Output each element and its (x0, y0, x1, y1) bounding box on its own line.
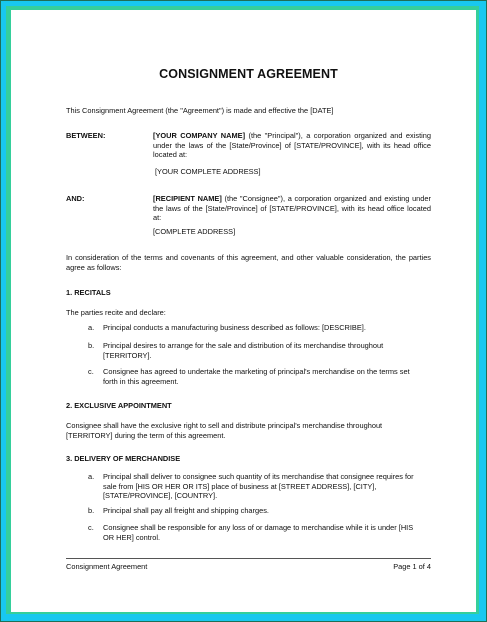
between-label: BETWEEN: (66, 131, 106, 140)
recitals-lead: The parties recite and declare: (66, 308, 166, 317)
consideration-paragraph: In consideration of the terms and covenants of this agreement, and other valuable consideration, the parties agree as follows: (66, 253, 431, 272)
list-item-text: Consignee shall be responsible for any loss of or damage to merchandise while it is under [HIS OR HER] control. (103, 523, 414, 542)
list-marker: b. (88, 341, 95, 350)
list-marker: c. (88, 523, 94, 532)
between-party-description: (the "Principal"), a corporation organized and existing under the laws of the [State/Province] of [STATE/PROVINCE], with its head office located at: (153, 131, 431, 159)
section-heading-delivery: 3. DELIVERY OF MERCHANDISE (66, 454, 181, 463)
list-marker: a. (88, 472, 95, 481)
and-label: AND: (66, 194, 85, 203)
footer-page-number: Page 1 of 4 (393, 562, 431, 571)
between-address: [YOUR COMPLETE ADDRESS] (155, 167, 261, 176)
and-party-description: (the "Consignee"), a corporation organized and existing under the laws of the [State/Province] of [STATE/PROVINCE], with its head office located at: (153, 194, 431, 222)
section-heading-exclusive-appointment: 2. EXCLUSIVE APPOINTMENT (66, 401, 172, 410)
section-heading-recitals: 1. RECITALS (66, 288, 111, 297)
list-item-text: Principal desires to arrange for the sale and distribution of its merchandise throughout [TERRITORY]. (103, 341, 384, 360)
and-party-paragraph (153, 194, 431, 223)
list-marker: b. (88, 506, 95, 515)
footer-divider (66, 558, 431, 559)
and-party-name: [RECIPIENT NAME] (153, 194, 222, 203)
and-address: [COMPLETE ADDRESS] (153, 227, 236, 236)
exclusive-appointment-text: Consignee shall have the exclusive right to sell and distribute principal's merchandise throughout [TERRITORY] during the term of this agreement. (66, 421, 383, 440)
between-party-paragraph (153, 131, 431, 160)
list-item-text: Consignee has agreed to undertake the marketing of principal's merchandise on the terms set forth in this agreement. (103, 367, 410, 386)
list-item-text: Principal shall pay all freight and shipping charges. (103, 506, 269, 515)
list-marker: c. (88, 367, 94, 376)
list-item-text: Principal shall deliver to consignee such quantity of its merchandise that consignee requires for sale from [HIS OR HER OR ITS] place of business at [STREET ADDRESS], [CITY], [STATE/PROVINCE], [COUNTRY]. (103, 472, 414, 500)
list-item-text: Principal conducts a manufacturing business described as follows: [DESCRIBE]. (103, 323, 366, 332)
list-marker: a. (88, 323, 95, 332)
document-title: CONSIGNMENT AGREEMENT (159, 67, 338, 81)
intro-paragraph: This Consignment Agreement (the "Agreement") is made and effective the [DATE] (66, 106, 334, 115)
footer-document-name: Consignment Agreement (66, 562, 148, 571)
document-page (11, 10, 476, 612)
between-party-name: [YOUR COMPANY NAME] (153, 131, 246, 140)
